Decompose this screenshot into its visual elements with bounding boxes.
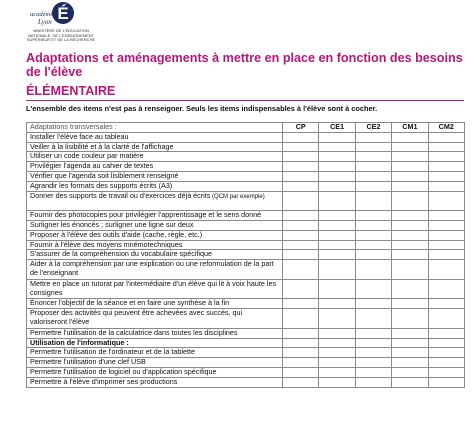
checkbox-cell-cm1[interactable] [392,377,428,387]
checkbox-cell-cm1[interactable] [392,279,428,299]
checkbox-cell-cm2[interactable] [428,220,464,230]
checkbox-cell-cp[interactable] [283,328,319,338]
school-level-heading: ÉLÉMENTAIRE [26,84,116,98]
adaptation-item-text: Fournir des photocopies pour privilégier l'apprentissage et le sens donné [30,210,262,220]
checkbox-cell-ce2[interactable] [355,220,391,230]
checkbox-cell-ce2[interactable] [355,299,391,309]
table-row [27,367,465,377]
checkbox-cell-cm1[interactable] [392,181,428,191]
checkbox-cell-cm1[interactable] [392,162,428,172]
checkbox-cell-cm2[interactable] [428,142,464,152]
heading-divider [26,100,464,101]
checkbox-cell-cp[interactable] [283,181,319,191]
checkbox-cell-cm2[interactable] [428,152,464,162]
adaptation-item-text: Donner des supports de travail ou d'exercices déjà écrits [30,190,211,200]
column-header-cp: CP [283,123,319,133]
checkbox-cell-ce2[interactable] [355,211,391,221]
checkbox-cell-ce1[interactable] [319,152,355,162]
checkbox-cell-cm2[interactable] [428,211,464,221]
checkbox-cell-cp[interactable] [283,279,319,299]
checkbox-cell-cm1[interactable] [392,338,428,348]
adaptation-item-text: Permettre l'utilisation de la calculatrice dans toutes les disciplines [30,327,238,337]
checkbox-cell-ce1[interactable] [319,211,355,221]
checkbox-cell-ce2[interactable] [355,230,391,240]
adaptation-item-text: Privilégier l'agenda au cahier de textes [30,161,154,171]
adaptation-item-label: Permettre à l'élève d'imprimer ses productions [27,377,283,387]
checkbox-cell-cm2[interactable] [428,260,464,280]
checkbox-cell-cp[interactable] [283,377,319,387]
checkbox-cell-cm1[interactable] [392,171,428,181]
checkbox-cell-ce2[interactable] [355,367,391,377]
checkbox-cell-ce2[interactable] [355,240,391,250]
checkbox-cell-cm1[interactable] [392,240,428,250]
adaptation-item-label: Permettre l'utilisation d'une clef USB [27,358,283,368]
checkbox-cell-cp[interactable] [283,338,319,348]
checkbox-cell-cm1[interactable] [392,309,428,329]
checkbox-cell-cm2[interactable] [428,240,464,250]
checkbox-cell-ce1[interactable] [319,377,355,387]
adaptation-item-label: Permettre l'utilisation de logiciel ou d'application spécifique [27,367,283,377]
checkbox-cell-ce1[interactable] [319,250,355,260]
table-row [27,191,465,211]
checkbox-cell-cm2[interactable] [428,338,464,348]
adaptation-item-text: Surligner les énoncés ; surligner une ligne sur deux [30,219,194,229]
checkbox-cell-ce1[interactable] [319,181,355,191]
section-header-informatique: Utilisation de l'informatique : [27,338,283,348]
checkbox-cell-cm1[interactable] [392,367,428,377]
checkbox-cell-cm2[interactable] [428,171,464,181]
checkbox-cell-cm1[interactable] [392,358,428,368]
adaptation-item-text: Installer l'élève face au tableau [30,131,129,141]
checkbox-cell-cm2[interactable] [428,162,464,172]
adaptation-item-label: Permettre l'utilisation de l'ordinateur et de la tablette [27,348,283,358]
checkbox-cell-cm1[interactable] [392,142,428,152]
checkbox-cell-ce1[interactable] [319,358,355,368]
checkbox-cell-ce1[interactable] [319,348,355,358]
checkbox-cell-ce2[interactable] [355,181,391,191]
checkbox-cell-cp[interactable] [283,367,319,377]
column-header-ce2: CE2 [355,123,391,133]
checkbox-cell-cm2[interactable] [428,367,464,377]
checkbox-cell-cm1[interactable] [392,230,428,240]
checkbox-cell-ce2[interactable] [355,348,391,358]
checkbox-cell-cp[interactable] [283,162,319,172]
adaptation-item-text: Veiller à la lisibilité et à la clarté de l'affichage [30,141,174,151]
checkbox-cell-cm2[interactable] [428,250,464,260]
column-header-cm2: CM2 [428,123,464,133]
checkbox-cell-ce1[interactable] [319,230,355,240]
checkbox-cell-ce2[interactable] [355,191,391,211]
adaptation-item-text: Mettre en place un tutorat par l'intermédiaire d'un élève qui lit à voix haute les consignes [30,278,277,297]
checkbox-cell-ce1[interactable] [319,279,355,299]
adaptation-item-text: Vérifier que l'agenda soit lisiblement renseigné [30,170,179,180]
checkbox-cell-cm1[interactable] [392,132,428,142]
checkbox-cell-cp[interactable] [283,191,319,211]
checkbox-cell-ce2[interactable] [355,338,391,348]
checkbox-cell-ce1[interactable] [319,171,355,181]
checkbox-cell-cm2[interactable] [428,309,464,329]
checkbox-cell-ce2[interactable] [355,377,391,387]
table-row [27,328,465,338]
logo-city-text: Lyon [38,18,52,26]
adaptation-item-text: Énoncer l'objectif de la séance et en faire une synthèse à la fin [30,298,230,308]
document-title: Adaptations et aménagements à mettre en place en fonction des besoins de l'élève [26,51,463,79]
checkbox-cell-cp[interactable] [283,260,319,280]
adaptations-table [26,122,465,388]
table-row [27,358,465,368]
checkbox-cell-cm2[interactable] [428,191,464,211]
table-row [27,309,465,329]
adaptation-item-label [27,328,283,338]
checkbox-cell-cp[interactable] [283,309,319,329]
checkbox-cell-cp[interactable] [283,250,319,260]
checkbox-cell-cm2[interactable] [428,279,464,299]
checkbox-cell-ce1[interactable] [319,338,355,348]
checkbox-cell-cm2[interactable] [428,358,464,368]
table-row [27,260,465,280]
adaptation-item-text: Proposer à l'élève des outils d'aide (cache, règle, etc.) [30,229,203,239]
adaptation-item-label [27,279,283,299]
checkbox-cell-cm2[interactable] [428,230,464,240]
logo-academie-text: académie [30,11,55,18]
adaptation-item-label [27,260,283,280]
adaptation-item-note: (QCM par exemple) [210,193,265,200]
checkbox-cell-cp[interactable] [283,240,319,250]
checkbox-cell-cp[interactable] [283,358,319,368]
adaptation-item-label [27,191,283,211]
checkbox-cell-cm1[interactable] [392,211,428,221]
checkbox-cell-ce2[interactable] [355,328,391,338]
adaptation-item-text: Proposer des activités qui peuvent être achevées avec succès, qui valoriseront l'élève [30,308,243,326]
instructions-text: L'ensemble des items n'est pas à renseigner. Seuls les items indispensables à l'élève sont à cocher. [26,104,378,113]
adaptation-item-text: Utiliser un code couleur par matière [30,151,144,161]
checkbox-cell-ce1[interactable] [319,367,355,377]
checkbox-cell-ce1[interactable] [319,162,355,172]
checkbox-cell-ce2[interactable] [355,309,391,329]
checkbox-cell-ce1[interactable] [319,309,355,329]
checkbox-cell-cp[interactable] [283,299,319,309]
adaptation-item-label [27,309,283,329]
checkbox-cell-ce1[interactable] [319,328,355,338]
checkbox-cell-cp[interactable] [283,171,319,181]
checkbox-cell-cm1[interactable] [392,348,428,358]
checkbox-cell-cm2[interactable] [428,377,464,387]
table-row [27,279,465,299]
checkbox-cell-cm2[interactable] [428,181,464,191]
checkbox-cell-ce2[interactable] [355,171,391,181]
column-header-ce1: CE1 [319,123,355,133]
checkbox-cell-ce2[interactable] [355,132,391,142]
checkbox-cell-ce1[interactable] [319,191,355,211]
checkbox-cell-ce2[interactable] [355,250,391,260]
checkbox-cell-ce1[interactable] [319,142,355,152]
checkbox-cell-cp[interactable] [283,152,319,162]
academie-logo-mark: É [52,2,74,24]
column-header-cm1: CM1 [392,123,428,133]
adaptation-item-text: Fournir à l'élève des moyens mnémotechniques [30,239,183,249]
checkbox-cell-cm1[interactable] [392,191,428,211]
adaptation-item-text: Agrandir les formats des supports écrits (A3) [30,180,173,190]
checkbox-cell-ce2[interactable] [355,279,391,299]
checkbox-cell-cm1[interactable] [392,250,428,260]
table-row [27,377,465,387]
section-header-transversales: Adaptations transversales : [27,123,283,133]
checkbox-cell-cp[interactable] [283,220,319,230]
checkbox-cell-cp[interactable] [283,230,319,240]
checkbox-cell-cp[interactable] [283,348,319,358]
checkbox-cell-cm1[interactable] [392,220,428,230]
checkbox-cell-cm2[interactable] [428,132,464,142]
adaptation-item-text: S'assurer de la compréhension du vocabulaire spécifique [30,249,212,259]
checkbox-cell-cp[interactable] [283,132,319,142]
checkbox-cell-ce1[interactable] [319,240,355,250]
checkbox-cell-ce2[interactable] [355,162,391,172]
checkbox-cell-cm1[interactable] [392,152,428,162]
checkbox-cell-ce2[interactable] [355,358,391,368]
checkbox-cell-ce2[interactable] [355,260,391,280]
logo-ministry-text: MINISTÈRE DE L'ÉDUCATION NATIONALE, DE L'ENSEIGNEMENT SUPÉRIEUR ET DE LA RECHERCHE [26,28,96,43]
checkbox-cell-cm1[interactable] [392,299,428,309]
checkbox-cell-cp[interactable] [283,211,319,221]
checkbox-cell-ce2[interactable] [355,152,391,162]
checkbox-cell-ce1[interactable] [319,132,355,142]
checkbox-cell-ce2[interactable] [355,142,391,152]
checkbox-cell-cm1[interactable] [392,260,428,280]
checkbox-cell-ce1[interactable] [319,220,355,230]
checkbox-cell-cm2[interactable] [428,348,464,358]
checkbox-cell-cm2[interactable] [428,299,464,309]
checkbox-cell-cm2[interactable] [428,328,464,338]
checkbox-cell-cp[interactable] [283,142,319,152]
checkbox-cell-ce1[interactable] [319,260,355,280]
checkbox-cell-ce1[interactable] [319,299,355,309]
adaptation-item-text: Aider à la compréhension par une explication ou une reformulation de la part de l'enseignant [30,259,274,277]
checkbox-cell-cm1[interactable] [392,328,428,338]
